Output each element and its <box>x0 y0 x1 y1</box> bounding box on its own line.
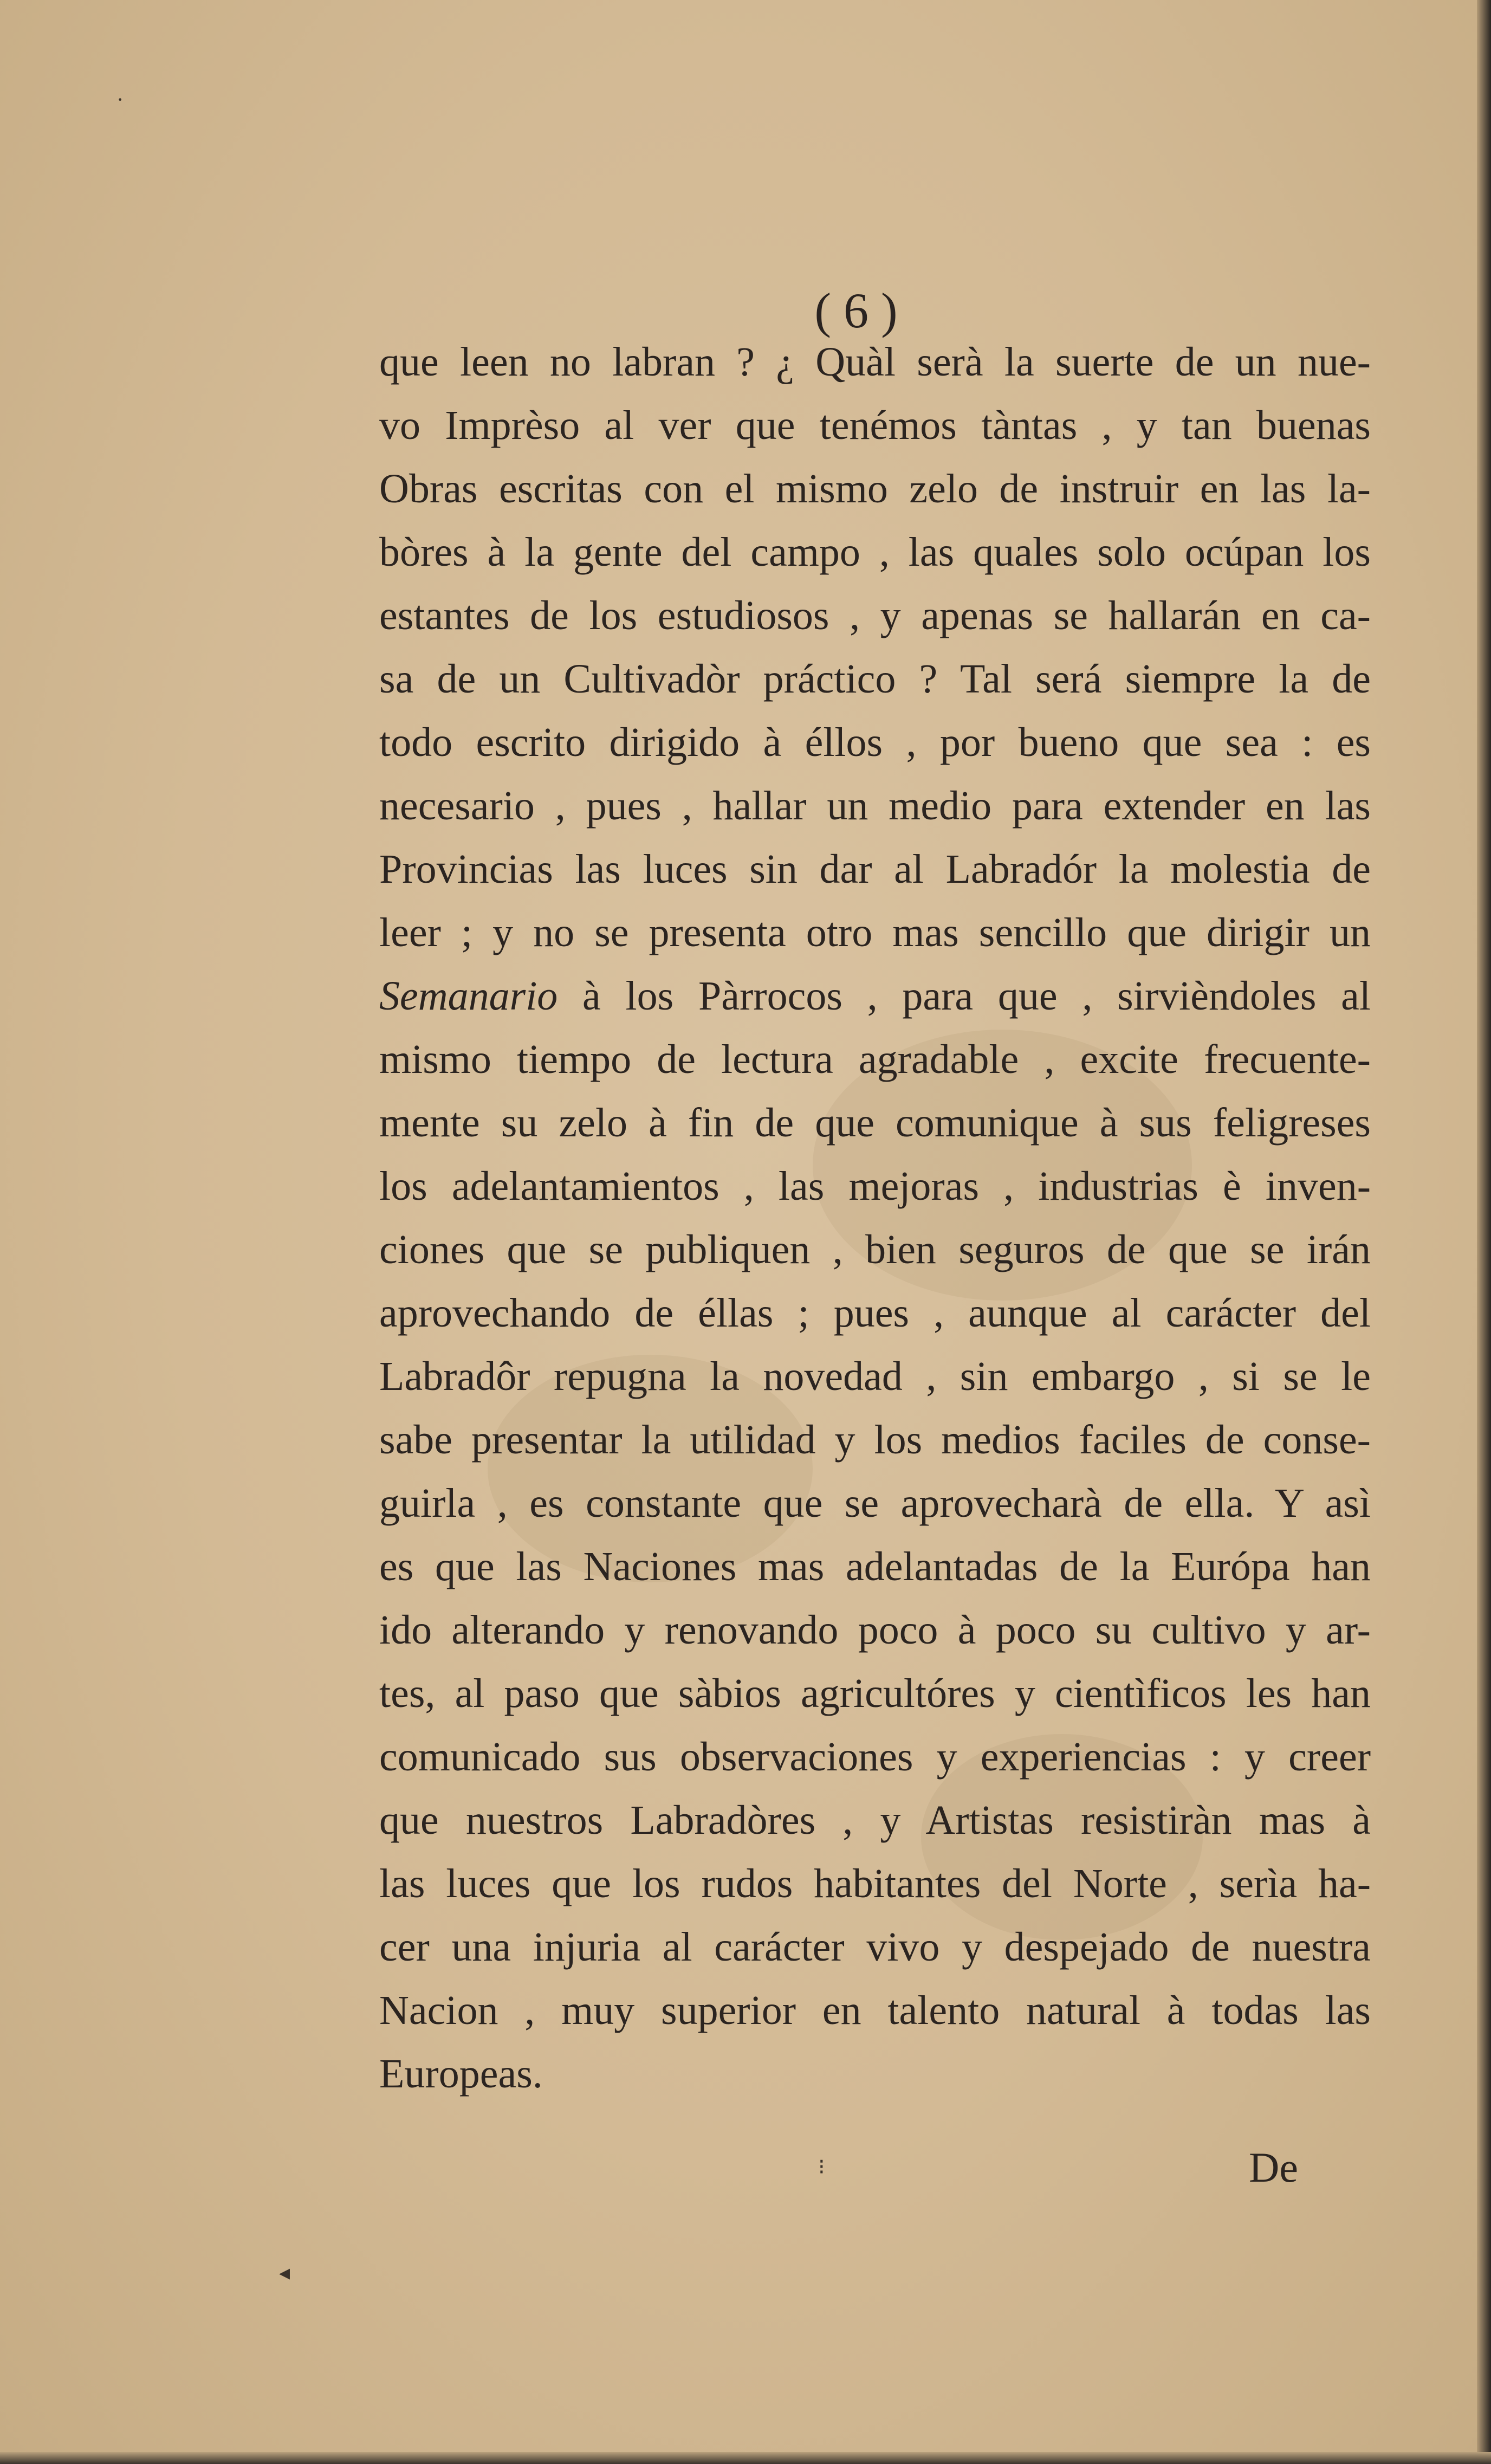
text-line: las luces que los rudos habitantes del Norte , serìa ha- <box>379 1861 1371 1906</box>
body-text <box>379 331 1371 2106</box>
text-line: guirla , es constante que se aprovecharà de ella. Y asì <box>379 1480 1371 1526</box>
catchword: De <box>1249 2144 1298 2191</box>
page-edge <box>0 2452 1491 2464</box>
text-line: mismo tiempo de lectura agradable , excite frecuente- <box>379 1037 1371 1082</box>
italic-title: Semanario <box>379 973 558 1019</box>
text-line: todo escrito dirigido à éllos , por bueno que sea : es <box>379 720 1371 765</box>
page-edge <box>1477 0 1491 2464</box>
text-line: comunicado sus observaciones y experiencias : y creer <box>379 1734 1371 1780</box>
text-line: cer una injuria al carácter vivo y despejado de nuestra <box>379 1924 1371 1970</box>
text-line: vo Imprèso al ver que tenémos tàntas , y tan buenas <box>379 403 1371 448</box>
text-line: tes, al paso que sàbios agricultóres y cientìficos les han <box>379 1671 1371 1716</box>
text-line: estantes de los estudiosos , y apenas se hallarán en ca- <box>379 593 1371 638</box>
text-line: leer ; y no se presenta otro mas sencillo que dirigir un <box>379 910 1371 955</box>
text-line: Labradôr repugna la novedad , sin embargo , si se le <box>379 1354 1371 1399</box>
text-line: Europeas. <box>379 2051 543 2097</box>
text-line: mente su zelo à fin de que comunique à sus feligreses <box>379 1100 1371 1146</box>
text-line: sa de un Cultivadòr práctico ? Tal será siempre la de <box>379 656 1371 702</box>
text-line: ciones que se publiquen , bien seguros de que se irán <box>379 1227 1371 1272</box>
text-line: es que las Naciones mas adelantadas de la Európa han <box>379 1544 1371 1589</box>
ink-speck: ⁝ <box>818 2155 825 2179</box>
page-number: ( 6 ) <box>814 283 898 338</box>
text-line: bòres à la gente del campo , las quales solo ocúpan los <box>379 529 1371 575</box>
text-line: que nuestros Labradòres , y Artistas resistiràn mas à <box>379 1797 1371 1843</box>
text-line: sabe presentar la utilidad y los medios faciles de conse- <box>379 1417 1371 1463</box>
text-line: los adelantamientos , las mejoras , industrias è inven- <box>379 1163 1371 1209</box>
text-line: Obras escritas con el mismo zelo de instruir en las la- <box>379 466 1371 512</box>
text-line: necesario , pues , hallar un medio para extender en las <box>379 783 1371 829</box>
ink-speck: · <box>116 87 124 112</box>
text-line: Semanario à los Pàrrocos , para que , sirvièndoles al <box>379 973 1371 1019</box>
text-line: Provincias las luces sin dar al Labradór la molestia de <box>379 846 1371 892</box>
text-line: ido alterando y renovando poco à poco su cultivo y ar- <box>379 1607 1371 1653</box>
text-line: que leen no labran ? ¿ Quàl serà la suerte de un nue- <box>379 339 1371 385</box>
text-line: Nacion , muy superior en talento natural à todas las <box>379 1988 1371 2033</box>
ink-speck: ◂ <box>279 2260 290 2285</box>
text-line: aprovechando de éllas ; pues , aunque al carácter del <box>379 1290 1371 1336</box>
